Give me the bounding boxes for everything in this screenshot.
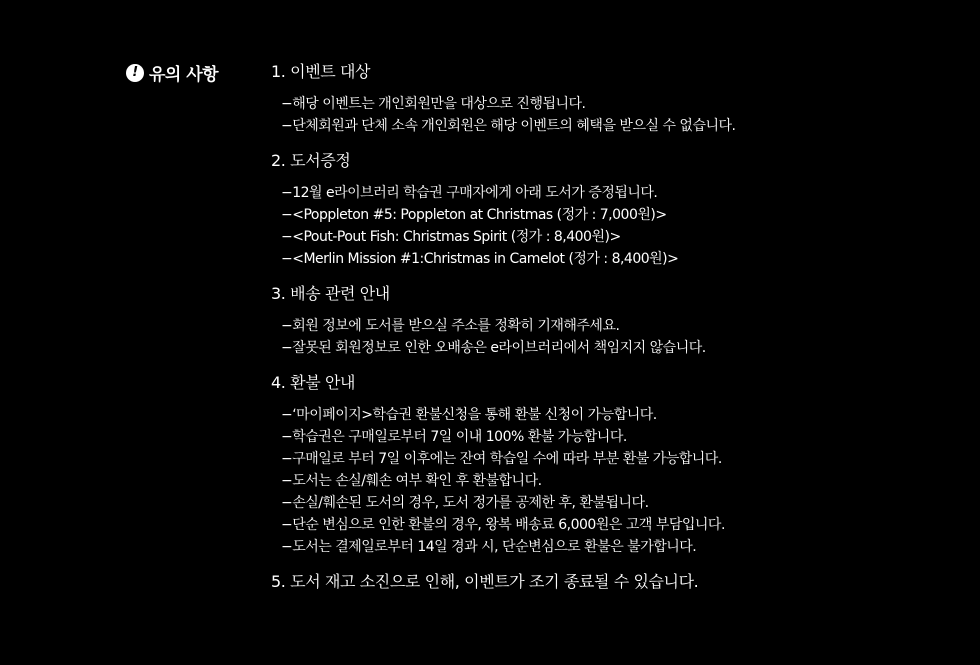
- list-item: −회원 정보에 도서를 받으실 주소를 정확히 기재해주세요.: [281, 318, 620, 334]
- list-item: −<Pout-Pout Fish: Christmas Spirit (정가 : 8,400원)>: [281, 229, 621, 245]
- list-item: −구매일로 부터 7일 이후에는 잔여 학습일 수에 따라 부분 환불 가능합니다.: [281, 451, 722, 467]
- section-items: [271, 315, 961, 359]
- section-refund: [271, 372, 961, 558]
- exclamation-icon: !: [126, 64, 144, 82]
- section-event-target: [271, 61, 961, 137]
- section-early-end: [271, 571, 961, 593]
- list-item: −<Merlin Mission #1:Christmas in Camelot (정가 : 8,400원)>: [281, 251, 679, 267]
- list-item: −단체회원과 단체 소속 개인회원은 해당 이벤트의 혜택을 받으실 수 없습니다.: [281, 118, 736, 134]
- list-item: −12월 e라이브러리 학습권 구매자에게 아래 도서가 증정됩니다.: [281, 185, 658, 201]
- notice-content: [271, 61, 961, 606]
- section-items: [271, 404, 961, 558]
- list-item: −도서는 손실/훼손 여부 확인 후 환불합니다.: [281, 473, 542, 489]
- list-item: −해당 이벤트는 개인회원만을 대상으로 진행됩니다.: [281, 96, 586, 112]
- list-item: −<Poppleton #5: Poppleton at Christmas (정가 : 7,000원)>: [281, 207, 667, 223]
- list-item: −손실/훼손된 도서의 경우, 도서 정가를 공제한 후, 환불됩니다.: [281, 495, 649, 511]
- section-title: 3. 배송 관련 안내: [271, 284, 390, 303]
- section-items: [271, 93, 961, 137]
- list-item: −잘못된 회원정보로 인한 오배송은 e라이브러리에서 책임지지 않습니다.: [281, 340, 706, 356]
- section-title: 1. 이벤트 대상: [271, 62, 371, 81]
- notice-heading: [126, 60, 218, 85]
- list-item: −‘마이페이지>학습권 환불신청을 통해 환불 신청이 가능합니다.: [281, 407, 657, 423]
- section-title: 2. 도서증정: [271, 151, 351, 170]
- section-items: [271, 182, 961, 270]
- section-title: 5. 도서 재고 소진으로 인해, 이벤트가 조기 종료될 수 있습니다.: [271, 572, 699, 591]
- section-book-gift: [271, 150, 961, 270]
- section-delivery: [271, 283, 961, 359]
- list-item: −도서는 결제일로부터 14일 경과 시, 단순변심으로 환불은 불가합니다.: [281, 539, 697, 555]
- section-title: 4. 환불 안내: [271, 373, 356, 392]
- notice-title: 유의 사항: [149, 65, 219, 85]
- list-item: −학습권은 구매일로부터 7일 이내 100% 환불 가능합니다.: [281, 429, 627, 445]
- list-item: −단순 변심으로 인한 환불의 경우, 왕복 배송료 6,000원은 고객 부담입니다.: [281, 517, 725, 533]
